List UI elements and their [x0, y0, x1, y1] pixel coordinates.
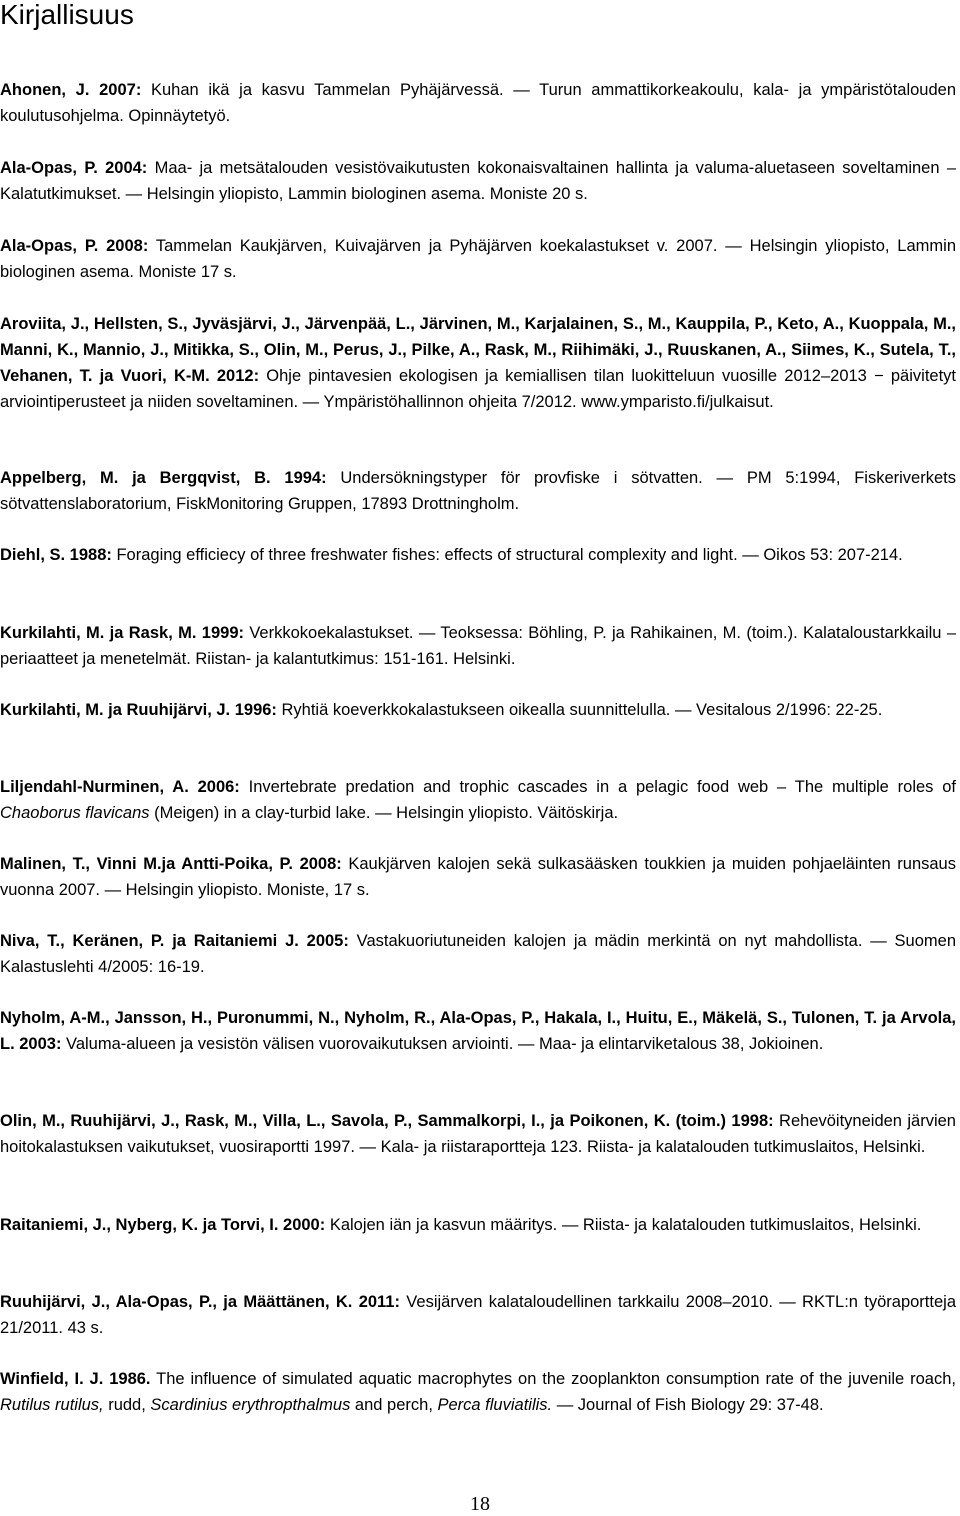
reference-text: Ohje pintavesien ekologisen ja kemiallisen tilan luokitteluun vuosille 2012–2013 − päivitetyt arviointiperusteet ja niiden soveltaminen. — Ympäristöhallinnon ohjeita 7/2012. www.ymparisto.fi/julkaisut. — [0, 367, 956, 411]
reference-entry — [0, 155, 956, 207]
reference-text: Kaukjärven kalojen sekä sulkasääsken toukkien ja muiden pohjaeläinten runsaus vuonna 2007. — Helsingin yliopisto. Moniste, 17 s. — [0, 855, 956, 899]
reference-text: Vastakuoriutuneiden kalojen ja mädin merkintä on nyt mahdollista. — Suomen Kalastuslehti 4/2005: 16-19. — [0, 932, 957, 976]
reference-entry — [0, 1005, 956, 1057]
reference-authors: Winfield, I. J. 1986. — [0, 1370, 151, 1388]
reference-entry — [0, 774, 956, 826]
reference-text: — Journal of Fish Biology 29: 37-48. — [552, 1396, 824, 1414]
reference-authors: Aroviita, J., Hellsten, S., Jyväsjärvi, J., Järvenpää, L., Järvinen, M., Karjalainen, S., M., Kauppila, P., Keto, A., Kuoppala, M., Manni, K., Mannio, J., Mitikka, S., Olin, M., Perus, J., Pilke, A., Rask, M., Riihimäki, J., Ruuskanen, A., Siimes, K., Sutela, T., Vehanen, T. ja Vuori, K-M. 2012: — [0, 315, 956, 385]
species-name: Chaoborus flavicans — [0, 804, 150, 822]
reference-authors: Diehl, S. 1988: — [0, 546, 112, 564]
reference-authors: Kurkilahti, M. ja Ruuhijärvi, J. 1996: — [0, 701, 277, 719]
reference-entry — [0, 1289, 956, 1341]
reference-text: Undersökningstyper för provfiske i sötvatten. — PM 5:1994, Fiskeriverkets sötvattenslaboratorium, FiskMonitoring Gruppen, 17893 Drottningholm. — [0, 469, 956, 513]
reference-authors: Malinen, T., Vinni M.ja Antti-Poika, P. 2008: — [0, 855, 342, 873]
reference-text: and perch, — [350, 1396, 438, 1414]
reference-authors: Ruuhijärvi, J., Ala-Opas, P., ja Määttänen, K. 2011: — [0, 1293, 400, 1311]
reference-text: Foraging efficiecy of three freshwater fishes: effects of structural complexity and light. — Oikos 53: 207-214. — [111, 546, 903, 564]
reference-text: rudd, — [103, 1396, 151, 1414]
reference-entry — [0, 77, 956, 129]
species-name: Rutilus rutilus, — [0, 1396, 104, 1414]
reference-text: Ryhtiä koeverkkokalastukseen oikealla suunnittelulla. — Vesitalous 2/1996: 22-25. — [276, 701, 883, 719]
reference-text: The influence of simulated aquatic macrophytes on the zooplankton consumption rate of the juvenile roach, — [150, 1370, 956, 1388]
reference-entry — [0, 620, 956, 672]
reference-authors: Ala-Opas, P. 2008: — [0, 237, 149, 255]
reference-text: Maa- ja metsätalouden vesistövaikutusten kokonaisvaltainen hallinta ja valuma-aluetaseen soveltaminen – Kalatutkimukset. — Helsingin yliopisto, Lammin biologinen asema. Moniste 20 s. — [0, 159, 956, 203]
reference-entry — [0, 1108, 956, 1160]
reference-entry — [0, 233, 956, 285]
reference-text: Invertebrate predation and trophic cascades in a pelagic food web – The multiple roles of — [239, 778, 956, 796]
reference-text: Tammelan Kaukjärven, Kuivajärven ja Pyhäjärven koekalastukset v. 2007. — Helsingin yliopisto, Lammin biologinen asema. Moniste 17 s. — [0, 237, 956, 281]
reference-text: (Meigen) in a clay-turbid lake. — Helsingin yliopisto. Väitöskirja. — [149, 804, 619, 822]
reference-entry — [0, 1212, 956, 1238]
reference-entry — [0, 928, 956, 980]
species-name: Perca fluviatilis. — [437, 1396, 553, 1414]
page-title: Kirjallisuus — [0, 0, 134, 30]
reference-entry — [0, 851, 956, 903]
reference-text: Valuma-alueen ja vesistön välisen vuorovaikutuksen arviointi. — Maa- ja elintarviketalous 38, Jokioinen. — [61, 1035, 824, 1053]
species-name: Scardinius erythropthalmus — [150, 1396, 351, 1414]
reference-authors: Ahonen, J. 2007: — [0, 81, 142, 99]
reference-entry — [0, 465, 956, 517]
reference-authors: Niva, T., Keränen, P. ja Raitaniemi J. 2005: — [0, 932, 349, 950]
reference-authors: Kurkilahti, M. ja Rask, M. 1999: — [0, 624, 244, 642]
reference-text: Kalojen iän ja kasvun määritys. — Riista- ja kalatalouden tutkimuslaitos, Helsinki. — [325, 1216, 922, 1234]
reference-authors: Appelberg, M. ja Bergqvist, B. 1994: — [0, 469, 327, 487]
reference-text: Vesijärven kalataloudellinen tarkkailu 2008–2010. — RKTL:n työraportteja 21/2011. 43 s. — [0, 1293, 956, 1337]
reference-authors: Ala-Opas, P. 2004: — [0, 159, 148, 177]
reference-entry — [0, 311, 956, 415]
reference-entry — [0, 1366, 956, 1418]
reference-authors: Nyholm, A-M., Jansson, H., Puronummi, N., Nyholm, R., Ala-Opas, P., Hakala, I., Huitu, E., Mäkelä, S., Tulonen, T. ja Arvola, L. 2003: — [0, 1009, 956, 1053]
reference-authors: Olin, M., Ruuhijärvi, J., Rask, M., Villa, L., Savola, P., Sammalkorpi, I., ja Poikonen, K. (toim.) 1998: — [0, 1112, 774, 1130]
reference-authors: Liljendahl-Nurminen, A. 2006: — [0, 778, 240, 796]
reference-authors: Raitaniemi, J., Nyberg, K. ja Torvi, I. 2000: — [0, 1216, 326, 1234]
reference-text: Kuhan ikä ja kasvu Tammelan Pyhäjärvessä. — Turun ammattikorkeakoulu, kala- ja ympäristötalouden koulutusohjelma. Opinnäytetyö. — [0, 81, 956, 125]
reference-entry — [0, 542, 956, 568]
reference-text: Rehevöityneiden järvien hoitokalastuksen vaikutukset, vuosiraportti 1997. — Kala- ja riistaraportteja 123. Riista- ja kalatalouden tutkimuslaitos, Helsinki. — [0, 1112, 956, 1156]
reference-text: Verkkokoekalastukset. — Teoksessa: Böhling, P. ja Rahikainen, M. (toim.). Kalataloustarkkailu – periaatteet ja menetelmät. Riistan- ja kalantutkimus: 151-161. Helsinki. — [0, 624, 956, 668]
reference-entry — [0, 697, 956, 723]
page-number: 18 — [470, 1493, 490, 1515]
